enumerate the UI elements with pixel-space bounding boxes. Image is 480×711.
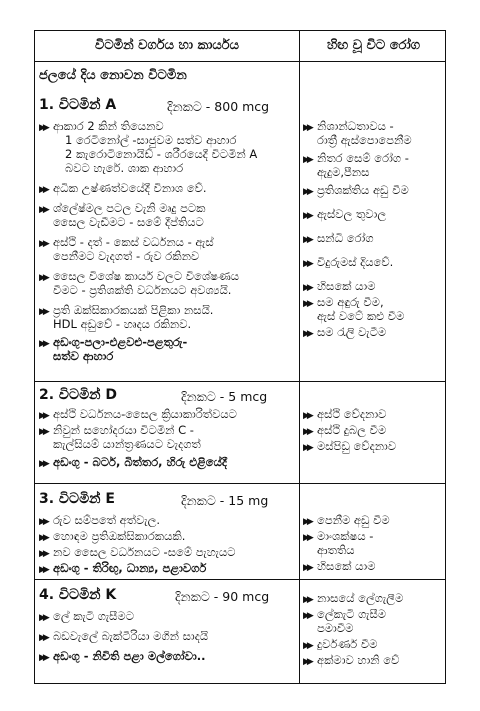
disease-item: ▶▶ හිසකේ යාම (303, 559, 376, 573)
list-item: ▶▶ හොඳම ප්‍රතිඔක්සිකාරකයකි. (39, 529, 186, 543)
disease-item: ▶▶ මස්පිඩු වේදනාව (303, 439, 397, 453)
list-item: ▶▶ අධික උෂ්ණත්වයේදී විනාශ වේ. (39, 181, 207, 195)
list-item: ▶▶ අඩංගු - බටර්, බිත්තර, හිරු එළියේදී (39, 455, 227, 469)
disease-item: ▶▶ ප්‍රතිශක්තිය අඩු වීම (303, 183, 409, 197)
bullet-icon: ▶▶ (303, 427, 311, 437)
bullet-icon: ▶▶ (303, 611, 311, 621)
disease-item: ▶▶ මාංශක්ෂය - (303, 529, 374, 543)
vitamin-k-dose: දිනකට - 90 mcg (175, 589, 270, 604)
bullet-icon: ▶▶ (39, 533, 47, 543)
header-vitamin-type: විටමින් වර්ගය හා කාර්යය (95, 38, 239, 53)
list-item: ▶▶ බඩවැලේ බැක්ටීරියා මගින් සාදයි (39, 629, 209, 643)
bullet-icon: ▶▶ (303, 517, 311, 527)
disease-item: ▶▶ නාසයේ ලේගැලීම (303, 591, 404, 605)
disease-item: ▶▶ හිසකේ යාම (303, 279, 376, 293)
bullet-icon: ▶▶ (303, 299, 311, 309)
bullet-icon: ▶▶ (39, 339, 47, 349)
bullet-icon: ▶▶ (303, 595, 311, 605)
list-item: 2 කැරොටිනොයිඩ් - ශරීරයෙදී විටමින් A (65, 147, 258, 161)
disease-item: ▶▶ අක්මාව හානි වේ (303, 653, 400, 667)
list-item: ▶▶ අඩංගු - තිරිඟු, ධාන්‍ය, පළාවර්ග (39, 561, 207, 575)
disease-item: ඇදුම,පීනස (317, 165, 370, 179)
list-item: ▶▶ ලේ කැටි ගැසීමට (39, 609, 134, 623)
bullet-icon: ▶▶ (39, 613, 47, 623)
vitamin-table (34, 30, 446, 684)
vitamin-d-dose: දිනකට - 5 mcg (181, 389, 268, 404)
disease-item: පමාවීම (317, 621, 354, 635)
bullet-icon: ▶▶ (303, 657, 311, 667)
bullet-icon: ▶▶ (303, 443, 311, 453)
disease-item: ▶▶ විදුරුමස් දියවේ. (303, 255, 394, 269)
list-item: ▶▶ අඩංගු-පලා-එළවළු-පළතුරු- (39, 335, 188, 349)
list-item: ▶▶ සෛල විශේෂ කාර්ය වලට විශේෂණය (39, 269, 240, 283)
disease-item: ▶▶ අස්ථි වේදනාව (303, 407, 387, 421)
bullet-icon: ▶▶ (303, 235, 311, 245)
bullet-icon: ▶▶ (39, 565, 47, 575)
bullet-icon: ▶▶ (39, 459, 47, 469)
bullet-icon: ▶▶ (39, 633, 47, 643)
list-item: 1 රෙටිනෝල් -සාජුවම සත්ව ආහාර (65, 133, 237, 147)
list-item: ▶▶ ආකාර 2 කින් තියෙනව (39, 119, 164, 133)
list-item: ▶▶ රුව සම්පතේ අත්වැල. (39, 513, 161, 527)
disease-item: ▶▶ ලේකැටි ගැසීම (303, 607, 387, 621)
bullet-icon: ▶▶ (39, 653, 47, 663)
bullet-icon: ▶▶ (303, 533, 311, 543)
list-item: සත්ව ආහාර (53, 349, 114, 363)
bullet-icon: ▶▶ (39, 517, 47, 527)
list-item: බවට හැරේ. ශාක ආහාර (65, 161, 184, 175)
disease-item: ▶▶ සම අඳුරු වීම, (303, 295, 384, 309)
vitamin-e-title: 3. විටමින් E (39, 491, 115, 507)
header-divider (35, 61, 445, 62)
row-divider (35, 381, 445, 382)
bullet-icon: ▶▶ (39, 427, 47, 437)
bullet-icon: ▶▶ (39, 307, 47, 317)
vitamin-d-title: 2. විටමින් D (39, 387, 117, 403)
bullet-icon: ▶▶ (39, 411, 47, 421)
row-divider (35, 483, 445, 484)
disease-item: ▶▶ නිතර සෙම් රෝග - (303, 151, 409, 165)
list-item: ▶▶ අඩංගු - නිවිති පළා මල්ගෝවා.. (39, 649, 206, 663)
disease-item: ▶▶ නිශාන්ධතාවය - (303, 119, 394, 133)
bullet-icon: ▶▶ (303, 155, 311, 165)
bullet-icon: ▶▶ (39, 273, 47, 283)
list-item: ▶▶ නව සෛල වර්ධනයට -සමේ පැහැයට (39, 545, 236, 559)
vitamin-e-dose: දිනකට - 15 mg (181, 493, 269, 508)
bullet-icon: ▶▶ (303, 211, 311, 221)
disease-item: රාත්‍රී ඇස්පොපෙනීම (317, 133, 412, 147)
list-item: ▶▶ නිවුන් සහෝදරයා විටමින් C - (39, 423, 194, 437)
bullet-icon: ▶▶ (39, 239, 47, 249)
list-item: වීමට - ප්‍රතිශක්ති වර්ධනයට අවශ්‍යයි. (53, 283, 232, 297)
disease-item: ▶▶ අස්ථි දුබල වීම (303, 423, 387, 437)
disease-item: ආතතිය (317, 543, 355, 557)
bullet-icon: ▶▶ (39, 123, 47, 133)
list-item: පෙනීමට වැදගත් - රුව රකිනව (53, 249, 200, 263)
section-title: ජලයේ දිය නොවන විටමින (39, 68, 187, 83)
disease-item: ▶▶ සම රැලි වැටීම (303, 325, 387, 339)
header-deficiency-diseases: හිඟ වූ විට රෝග (326, 38, 421, 53)
disease-item: ▶▶ පෙනීම අඩු වීම (303, 513, 390, 527)
bullet-icon: ▶▶ (303, 411, 311, 421)
disease-item: ▶▶ දුර්වර්ණ වීම (303, 637, 378, 651)
disease-item: ▶▶ සන්ධි රෝග (303, 231, 374, 245)
bullet-icon: ▶▶ (303, 641, 311, 651)
vitamin-a-dose: දිනකට - 800 mcg (167, 99, 270, 114)
bullet-icon: ▶▶ (303, 563, 311, 573)
bullet-icon: ▶▶ (303, 123, 311, 133)
list-item: ▶▶ ශ්ලේෂ්මල පටල වැනි මෘදු පටක (39, 201, 206, 215)
vitamin-a-title: 1. විටමින් A (39, 97, 117, 113)
list-item: සෛල වැඩීමට - සමේ දීප්තියට (53, 215, 204, 229)
bullet-icon: ▶▶ (39, 205, 47, 215)
list-item: කැල්සියම් යාන්ත්‍රණයට වැදගත් (53, 437, 201, 451)
bullet-icon: ▶▶ (39, 185, 47, 195)
bullet-icon: ▶▶ (303, 187, 311, 197)
list-item: ▶▶ අස්ථි වර්ධනය-සෛල ක්‍රියාකාරිත්වයට (39, 407, 237, 421)
bullet-icon: ▶▶ (303, 329, 311, 339)
bullet-icon: ▶▶ (303, 259, 311, 269)
bullet-icon: ▶▶ (303, 283, 311, 293)
disease-item: ▶▶ ඇස්වල තුවාල (303, 207, 387, 221)
column-divider (299, 31, 300, 683)
list-item: ▶▶ අස්ථි - දත් - කෙස් වර්ධනය - ඇස් (39, 235, 214, 249)
row-divider (35, 579, 445, 580)
list-item: HDL අඩුවේ - හෘදය රකිනව. (53, 317, 192, 331)
disease-item: ඇස් වටේ කළු වීම (317, 309, 405, 323)
list-item: ▶▶ ප්‍රති ඔක්සිකාරකයක් පිළිකා නසයි. (39, 303, 214, 317)
vitamin-k-title: 4. විටමින් K (39, 587, 117, 603)
bullet-icon: ▶▶ (39, 549, 47, 559)
